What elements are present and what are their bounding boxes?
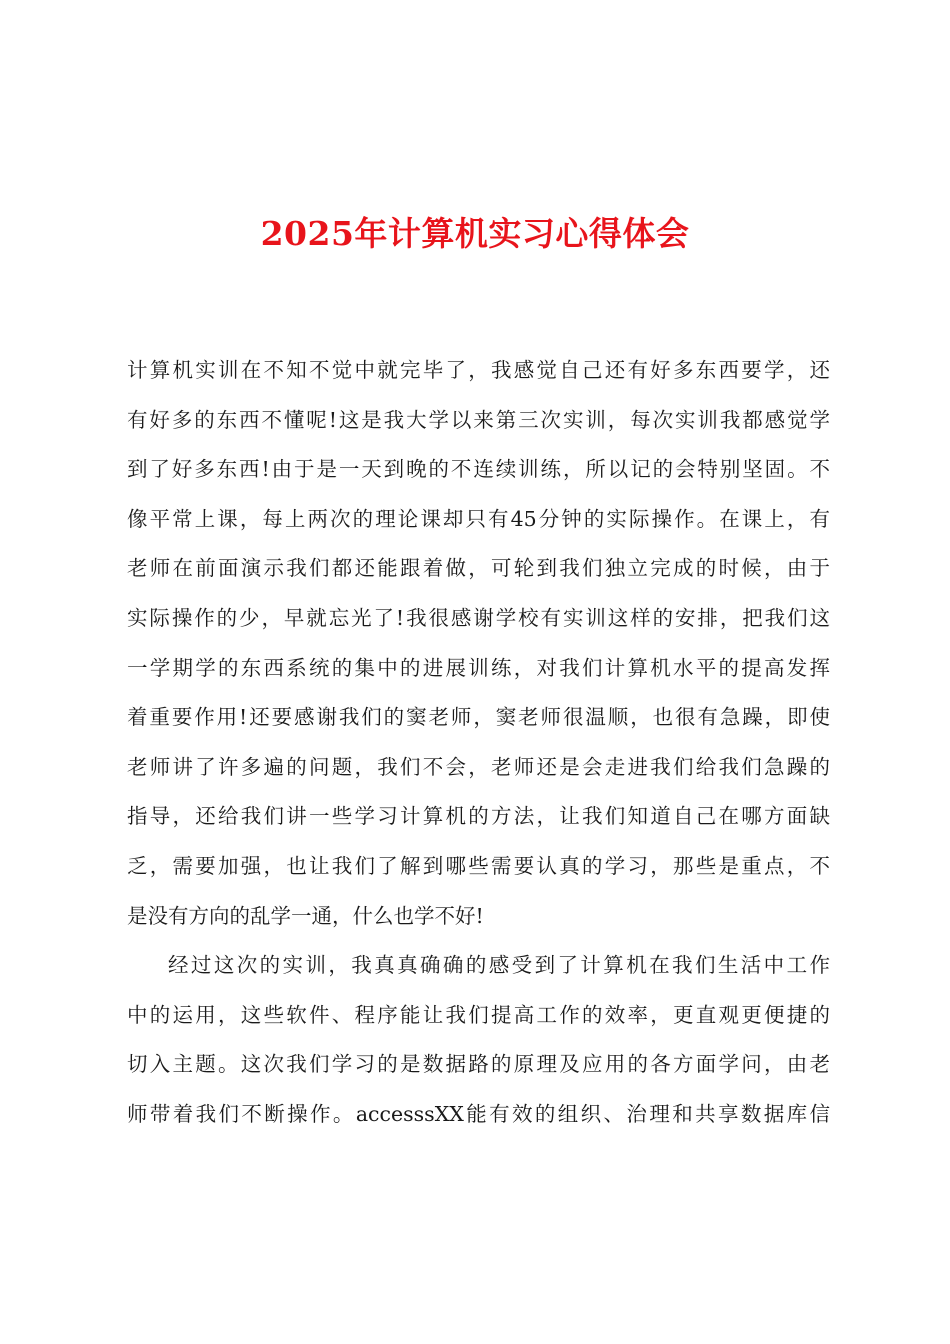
paragraph-2 <box>127 941 830 1139</box>
text-line: 实际操作的少，早就忘光了!我很感谢学校有实训这样的安排，把我们这 <box>127 605 830 630</box>
text-line: 是没有方向的乱学一通，什么也学不好! <box>127 903 484 928</box>
document-body <box>127 346 830 1140</box>
text-line: 指导，还给我们讲一些学习计算机的方法，让我们知道自己在哪方面缺 <box>127 804 830 829</box>
text-line: 切入主题。这次我们学习的是数据路的原理及应用的各方面学问，由老 <box>127 1052 830 1077</box>
text-line: 老师在前面演示我们都还能跟着做，可轮到我们独立完成的时候，由于 <box>127 556 830 581</box>
text-line: 一学期学的东西系统的集中的进展训练，对我们计算机水平的提高发挥 <box>127 655 830 680</box>
text-line: 中的运用，这些软件、程序能让我们提高工作的效率，更直观更便捷的 <box>127 1002 830 1027</box>
text-line: 老师讲了许多遍的问题，我们不会，老师还是会走进我们给我们急躁的 <box>127 754 830 779</box>
text-line: 着重要作用!还要感谢我们的窦老师，窦老师很温顺，也很有急躁，即使 <box>127 705 830 730</box>
paragraph-1 <box>127 346 830 941</box>
text-line: 有好多的东西不懂呢!这是我大学以来第三次实训，每次实训我都感觉学 <box>127 407 830 432</box>
text-line: 计算机实训在不知不觉中就完毕了，我感觉自己还有好多东西要学，还 <box>127 358 830 382</box>
text-line: 像平常上课，每上两次的理论课却只有45分钟的实际操作。在课上，有 <box>127 506 830 531</box>
text-line: 师带着我们不断操作。accesssXX能有效的组织、治理和共享数据库信 <box>127 1101 830 1126</box>
text-line: 经过这次的实训，我真真确确的感受到了计算机在我们生活中工作 <box>168 953 830 978</box>
text-line: 到了好多东西!由于是一天到晚的不连续训练，所以记的会特别坚固。不 <box>127 457 830 482</box>
text-line: 乏，需要加强，也让我们了解到哪些需要认真的学习，那些是重点，不 <box>127 853 830 878</box>
document-title: 2025年计算机实习心得体会 <box>260 214 690 253</box>
